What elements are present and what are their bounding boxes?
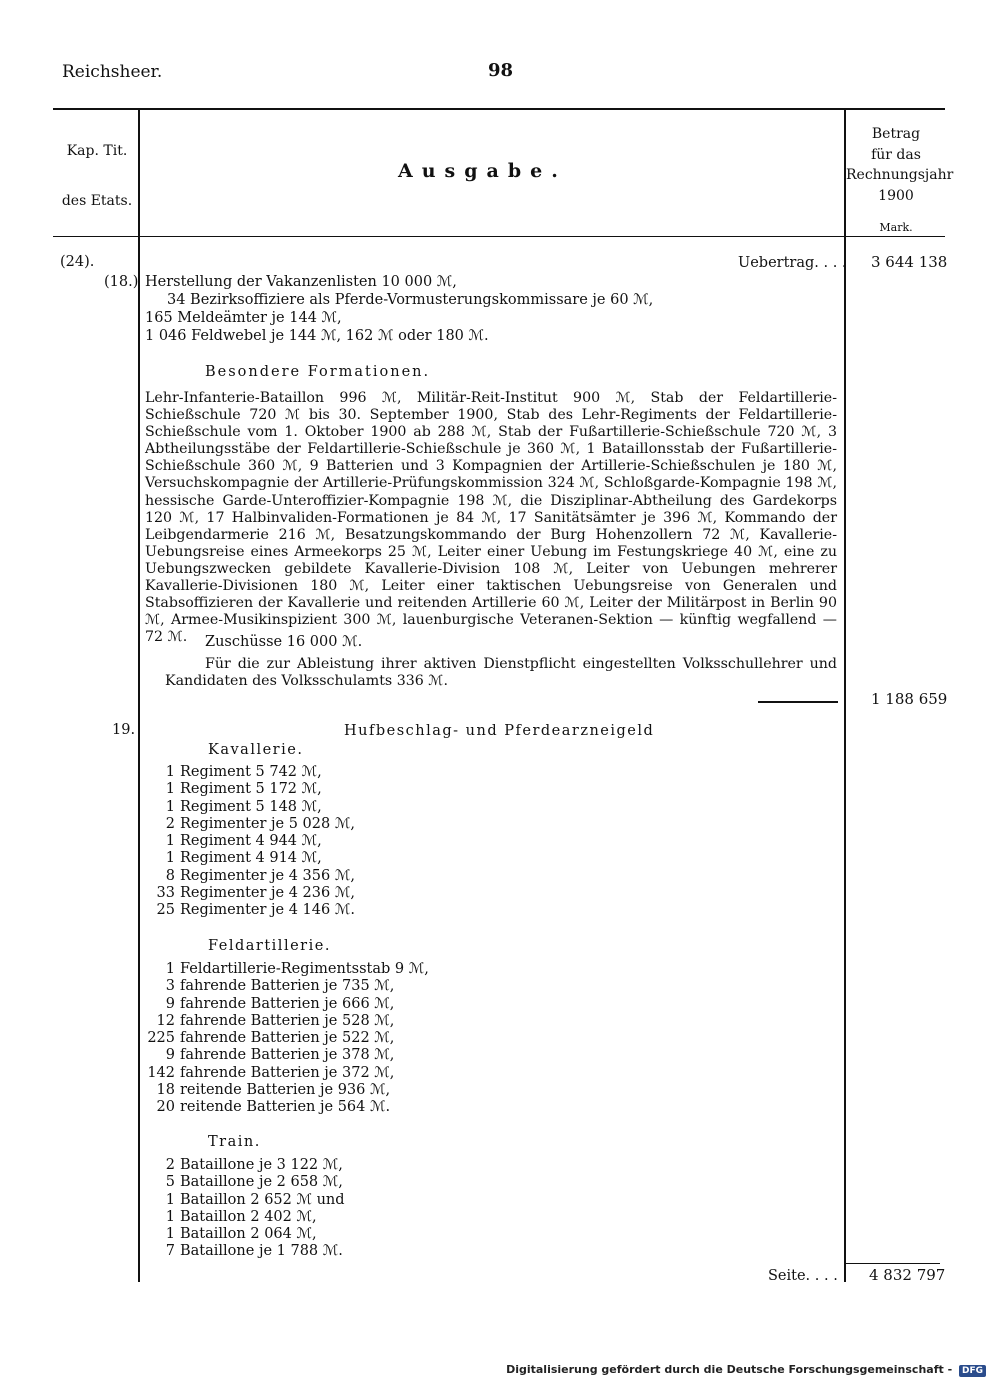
list-item [145, 961, 545, 978]
top-rule [53, 108, 945, 110]
line-2: 34 Bezirksoffiziere als Pferde-Vormusterungskommissare je 60 ℳ, [167, 292, 654, 308]
item-count: 1 [165, 1191, 175, 1208]
item-text: Bataillone je 3 122 ℳ, [180, 1157, 343, 1173]
item-count: 1 [165, 1208, 175, 1225]
item-count: 2 [165, 815, 175, 832]
col-mark: Mark. [879, 221, 913, 234]
list-item [145, 902, 545, 919]
item-text: fahrende Batterien je 522 ℳ, [180, 1030, 395, 1047]
kapitel-number: (24). [60, 254, 95, 270]
line-4: 1 046 Feldwebel je 144 ℳ, 162 ℳ oder 180 ℳ. [145, 328, 489, 344]
item-count: 142 [147, 1064, 175, 1081]
item-count: 1 [165, 961, 175, 977]
list-item [145, 978, 545, 995]
item-count: 1 [165, 1226, 175, 1243]
kavallerie-list [145, 764, 545, 920]
line-3: 165 Meldeämter je 144 ℳ, [145, 310, 342, 326]
item-count: 5 [165, 1174, 175, 1191]
list-item [145, 1174, 545, 1191]
item-text: fahrende Batterien je 666 ℳ, [180, 995, 395, 1012]
item-count: 33 [156, 885, 175, 902]
item-count: 1 [165, 781, 175, 798]
item-text: Regiment 5 742 ℳ, [180, 764, 322, 780]
list-item [145, 1013, 545, 1030]
item-text: Bataillon 2 402 ℳ, [180, 1208, 317, 1225]
col-divider-right [844, 108, 846, 1282]
item-text: Bataillon 2 064 ℳ, [180, 1226, 317, 1243]
item-text: Regimenter je 4 146 ℳ. [180, 902, 355, 919]
item-count: 2 [165, 1157, 175, 1173]
item-count: 9 [165, 1047, 175, 1064]
seite-amount: 4 832 797 [869, 1266, 946, 1284]
uebertrag-amount: 3 644 138 [871, 253, 948, 271]
feldartillerie-heading: Feldartillerie. [208, 938, 331, 954]
feldartillerie-list [145, 961, 545, 1117]
item-text: Regiment 4 914 ℳ, [180, 850, 322, 867]
item-text: Bataillon 2 652 ℳ und [180, 1191, 345, 1208]
col-des-etats: des Etats. [61, 193, 133, 209]
list-item [145, 850, 545, 867]
item-count: 7 [165, 1243, 175, 1260]
list-item [145, 1030, 545, 1047]
list-item [145, 1047, 545, 1064]
list-item [145, 1157, 545, 1174]
item-count: 25 [156, 902, 175, 919]
item-count: 1 [165, 798, 175, 815]
item-text: fahrende Batterien je 372 ℳ, [180, 1064, 395, 1081]
list-item [145, 1226, 545, 1243]
list-item [145, 764, 545, 781]
besondere-formationen-text: Lehr-Infanterie-Bataillon 996 ℳ, Militär-Reit-Institut 900 ℳ, Stab der Feldartillerie-Schießschule 720 ℳ bis 30. September 1900, Stab des Lehr-Regiments der Feldartillerie-Schießschule vom 1. Oktober 1900 ab 288 ℳ, Stab der Fußartillerie-Schießschule 720 ℳ, 3 Abtheilungsstäbe der Feldartillerie-Schießschule je 360 ℳ, 1 Bataillonsstab der Fußartillerie-Schießschule 360 ℳ, 9 Batterien und 3 Kompagnien der Artillerie-Schießschulen je 180 ℳ, Versuchskompagnie der Artillerie-Prüfungskommission 324 ℳ, Schloßgarde-Kompagnie 198 ℳ, hessische Garde-Unteroffizier-Kompagnie 198 ℳ, die Disziplinar-Abtheilung des Gardekorps 120 ℳ, 17 Halbinvaliden-Formationen je 84 ℳ, 17 Sanitätsämter je 396 ℳ, Kommando der Leibgendarmerie 216 ℳ, Besatzungskommando der Burg Hohenzollern 72 ℳ, Kavallerie-Uebungsreise eines Armeekorps 25 ℳ, Leiter einer Uebung im Festungskriege 40 ℳ, eine zu Uebungszwecken gebildete Kavallerie-Division 108 ℳ, Leiter von Uebungen mehrerer Kavallerie-Divisionen 180 ℳ, Leiter einer taktischen Uebungsreise von Generalen und Stabsoffizieren der Kavallerie und reitenden Artillerie 60 ℳ, Leiter der Militärpost in Berlin 90 ℳ, Armee-Musikinspizient 300 ℳ, lauenburgische Veteranen-Sektion — künftig wegfallend — 72 ℳ. [145, 390, 837, 646]
list-item [145, 781, 545, 798]
item-text: Bataillone je 2 658 ℳ, [180, 1174, 343, 1191]
besondere-formationen-heading: Besondere Formationen. [205, 364, 431, 380]
item-text: reitende Batterien je 936 ℳ, [180, 1082, 391, 1099]
item-text: Regiment 5 172 ℳ, [180, 781, 322, 798]
item-text: fahrende Batterien je 528 ℳ, [180, 1012, 395, 1029]
train-list [145, 1157, 545, 1261]
col-betrag-4: 1900 [878, 188, 914, 204]
list-item [145, 1243, 545, 1260]
item-count: 18 [156, 1082, 175, 1099]
list-item [145, 799, 545, 816]
item-count: 9 [165, 995, 175, 1012]
digitization-credit: Digitalisierung gefördert durch die Deutsche Forschungsgemeinschaft - DFG [506, 1363, 986, 1377]
credit-text: Digitalisierung gefördert durch die Deutsche Forschungsgemeinschaft [506, 1363, 944, 1376]
zuschuesse-text: Für die zur Ableistung ihrer aktiven Dienstpflicht eingestellten Volksschullehrer und Kandidaten des Volksschulamts 336 ℳ. [165, 656, 837, 690]
item-text: Regimenter je 4 356 ℳ, [180, 867, 355, 884]
running-head: Reichsheer. [62, 62, 163, 82]
train-heading: Train. [208, 1134, 261, 1150]
seite-label: Seite. . . . [768, 1268, 838, 1284]
item-count: 3 [165, 978, 175, 995]
item-text: Regiment 4 944 ℳ, [180, 833, 322, 850]
list-item [145, 868, 545, 885]
titel-number-18: (18.) [104, 274, 139, 290]
item-count: 225 [147, 1030, 175, 1047]
col-betrag-2: für das [871, 147, 921, 163]
hufbeschlag-heading: Hufbeschlag- und Pferdearzneigeld [344, 723, 655, 739]
item-text: fahrende Batterien je 735 ℳ, [180, 978, 395, 995]
item-count: 1 [165, 833, 175, 850]
list-item [145, 1099, 545, 1116]
col-kap-tit: Kap. Tit. [66, 143, 128, 159]
uebertrag-label: Uebertrag. . . . [738, 255, 847, 271]
item-text: Bataillone je 1 788 ℳ. [180, 1243, 343, 1260]
list-item [145, 1209, 545, 1226]
list-item [145, 996, 545, 1013]
list-item [145, 1192, 545, 1209]
section-title: Ausgabe. [398, 160, 567, 182]
zuschuesse-heading: Zuschüsse 16 000 ℳ. [205, 634, 363, 650]
item-count: 20 [156, 1099, 175, 1116]
item-count: 12 [156, 1012, 175, 1029]
header-rule [53, 236, 945, 237]
total-rule [846, 1263, 940, 1264]
item-text: Regiment 5 148 ℳ, [180, 798, 322, 815]
subtotal-rule [758, 701, 838, 703]
list-item [145, 816, 545, 833]
list-item [145, 833, 545, 850]
item-text: Feldartillerie-Regimentsstab 9 ℳ, [180, 961, 429, 977]
item-text: Regimenter je 5 028 ℳ, [180, 815, 355, 832]
col-betrag-1: Betrag [871, 126, 921, 142]
item-text: reitende Batterien je 564 ℳ. [180, 1099, 391, 1116]
col-betrag-3: Rechnungsjahr [846, 167, 954, 183]
item-count: 8 [165, 867, 175, 884]
line-1: Herstellung der Vakanzenlisten 10 000 ℳ, [145, 274, 457, 290]
titel-number-19: 19. [112, 722, 136, 738]
list-item [145, 1082, 545, 1099]
kavallerie-heading: Kavallerie. [208, 742, 304, 758]
item-count: 1 [165, 850, 175, 867]
subtotal-amount: 1 188 659 [871, 690, 948, 708]
dfg-logo: DFG [959, 1365, 986, 1377]
page-number: 98 [488, 60, 514, 81]
item-text: Regimenter je 4 236 ℳ, [180, 885, 355, 902]
item-text: fahrende Batterien je 378 ℳ, [180, 1047, 395, 1064]
item-count: 1 [165, 764, 175, 780]
list-item [145, 1065, 545, 1082]
list-item [145, 885, 545, 902]
